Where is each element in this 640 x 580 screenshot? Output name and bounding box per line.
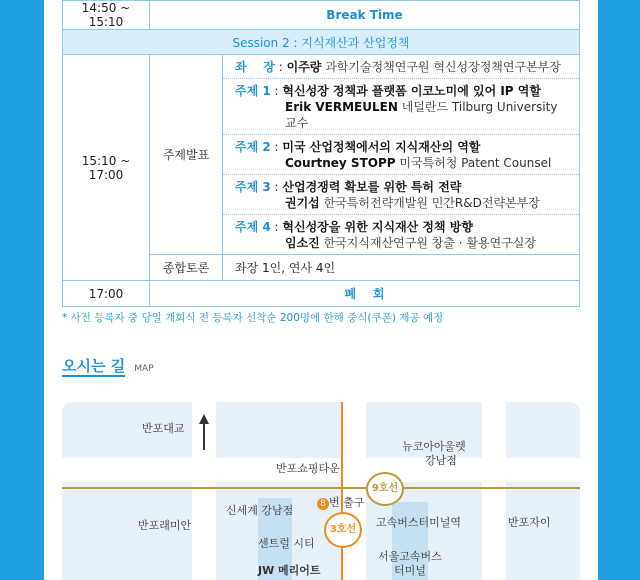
exit8-label: 8 번 출구 xyxy=(317,494,364,510)
exit8-badge: 8 xyxy=(317,498,329,510)
topic-4: 주제 4 : 혁신성장을 위한 지식재산 정책 방향 임소진 한국지식재산연구원 창출 · 활용연구실장 xyxy=(235,220,536,250)
lunch-note: * 사전 등록자 중 당일 개회식 전 등록자 선착순 200명에 한해 중식(쿠폰) 제공 예정 xyxy=(62,312,444,324)
program-table xyxy=(62,0,580,307)
label-newcore: 뉴코아아울렛 강남점 xyxy=(402,440,466,467)
topic-3: 주제 3 : 산업경쟁력 확보를 위한 특허 전략 권기섭 한국특허전략개발원 민간R&D전략본부장 xyxy=(223,175,579,215)
main-category: 주제발표 xyxy=(150,55,223,255)
subway-lines xyxy=(62,402,580,580)
label-seoul-bus-terminal: 서울고속버스 터미널 xyxy=(378,550,442,577)
topic-label: 주제 4 xyxy=(235,220,271,234)
label-banpo-shopping: 반포쇼핑타운 xyxy=(276,462,340,475)
program-panel xyxy=(44,0,598,580)
break-label: Break Time xyxy=(150,1,580,30)
main-time: 15:10 ~ 17:00 xyxy=(63,55,150,281)
closing-time: 17:00 xyxy=(63,281,150,307)
map-title: 오시는 길 xyxy=(62,357,126,375)
chair-affiliation: 과학기술정책연구원 혁신성장정책연구본부장 xyxy=(325,60,561,74)
label-jw-marriott: JW 메리어트 xyxy=(258,564,321,577)
topic-1: 주제 1 : 혁신성장 정책과 플랫폼 이코노미에 있어 IP 역할 Erik VERMEULEN 네덜란드 Tilburg University 교수 xyxy=(223,79,579,135)
closing-label: 폐 회 xyxy=(150,281,580,307)
topic-affiliation: 미국특허청 Patent Counsel xyxy=(399,156,552,170)
topic-affiliation: 네덜란드 Tilburg University 교수 xyxy=(285,100,558,130)
topics-cell xyxy=(223,55,580,255)
topic-speaker: 임소진 xyxy=(285,236,320,250)
topic-label: 주제 2 xyxy=(235,140,271,154)
topic-speaker: Courtney STOPP xyxy=(285,156,396,170)
topic-speaker: Erik VERMEULEN xyxy=(285,100,398,114)
topic-title: 산업경쟁력 확보를 위한 특허 전략 xyxy=(282,180,462,194)
location-map xyxy=(62,402,580,580)
break-time: 14:50 ~ 15:10 xyxy=(63,1,150,30)
label-banpo-bridge: 반포대교 xyxy=(142,422,185,435)
session-row xyxy=(63,30,580,55)
label-central-city: 센트럴 시티 xyxy=(258,537,315,550)
session-label: Session 2 : 지식재산과 산업정책 xyxy=(63,30,580,55)
closing-row xyxy=(63,281,580,307)
topic-title: 혁신성장 정책과 플랫폼 이코노미에 있어 IP 역할 xyxy=(282,84,541,98)
chair-entry: 좌 장 : 이주량 과학기술정책연구원 혁신성장정책연구본부장 xyxy=(223,55,579,79)
chair-label: 좌 장 xyxy=(235,60,275,74)
topic-2: 주제 2 : 미국 산업정책에서의 지식재산의 역할 Courtney STOPP 미국특허청 Patent Counsel xyxy=(223,135,579,175)
topic-affiliation: 한국지식재산연구원 창출 · 활용연구실장 xyxy=(323,236,536,250)
topic-label: 주제 1 xyxy=(235,84,271,98)
label-raemian: 반포래미안 xyxy=(138,519,192,532)
topic-title: 혁신성장을 위한 지식재산 정책 방향 xyxy=(282,220,473,234)
topic-speaker: 권기섭 xyxy=(285,196,320,210)
map-heading xyxy=(62,355,154,376)
map-subtitle: MAP xyxy=(134,364,154,374)
discussion-content: 좌장 1인, 연사 4인 xyxy=(223,255,580,281)
north-arrow-icon xyxy=(199,414,209,424)
line3-station-icon: 3호선 xyxy=(324,512,362,548)
label-shinsegae: 신세계 강남점 xyxy=(226,504,294,517)
discussion-category: 종합토론 xyxy=(150,255,223,281)
break-row xyxy=(63,1,580,30)
label-banpo-xi: 반포자이 xyxy=(508,516,551,529)
topic-title: 미국 산업정책에서의 지식재산의 역할 xyxy=(282,140,481,154)
topic-label: 주제 3 xyxy=(235,180,271,194)
label-express-terminal: 고속버스터미널역 xyxy=(376,516,462,529)
chair-name: 이주량 xyxy=(286,60,322,74)
main-row xyxy=(63,55,580,255)
topic-affiliation: 한국특허전략개발원 민간R&D전략본부장 xyxy=(323,196,540,210)
line9-station-icon: 9호선 xyxy=(366,472,404,506)
